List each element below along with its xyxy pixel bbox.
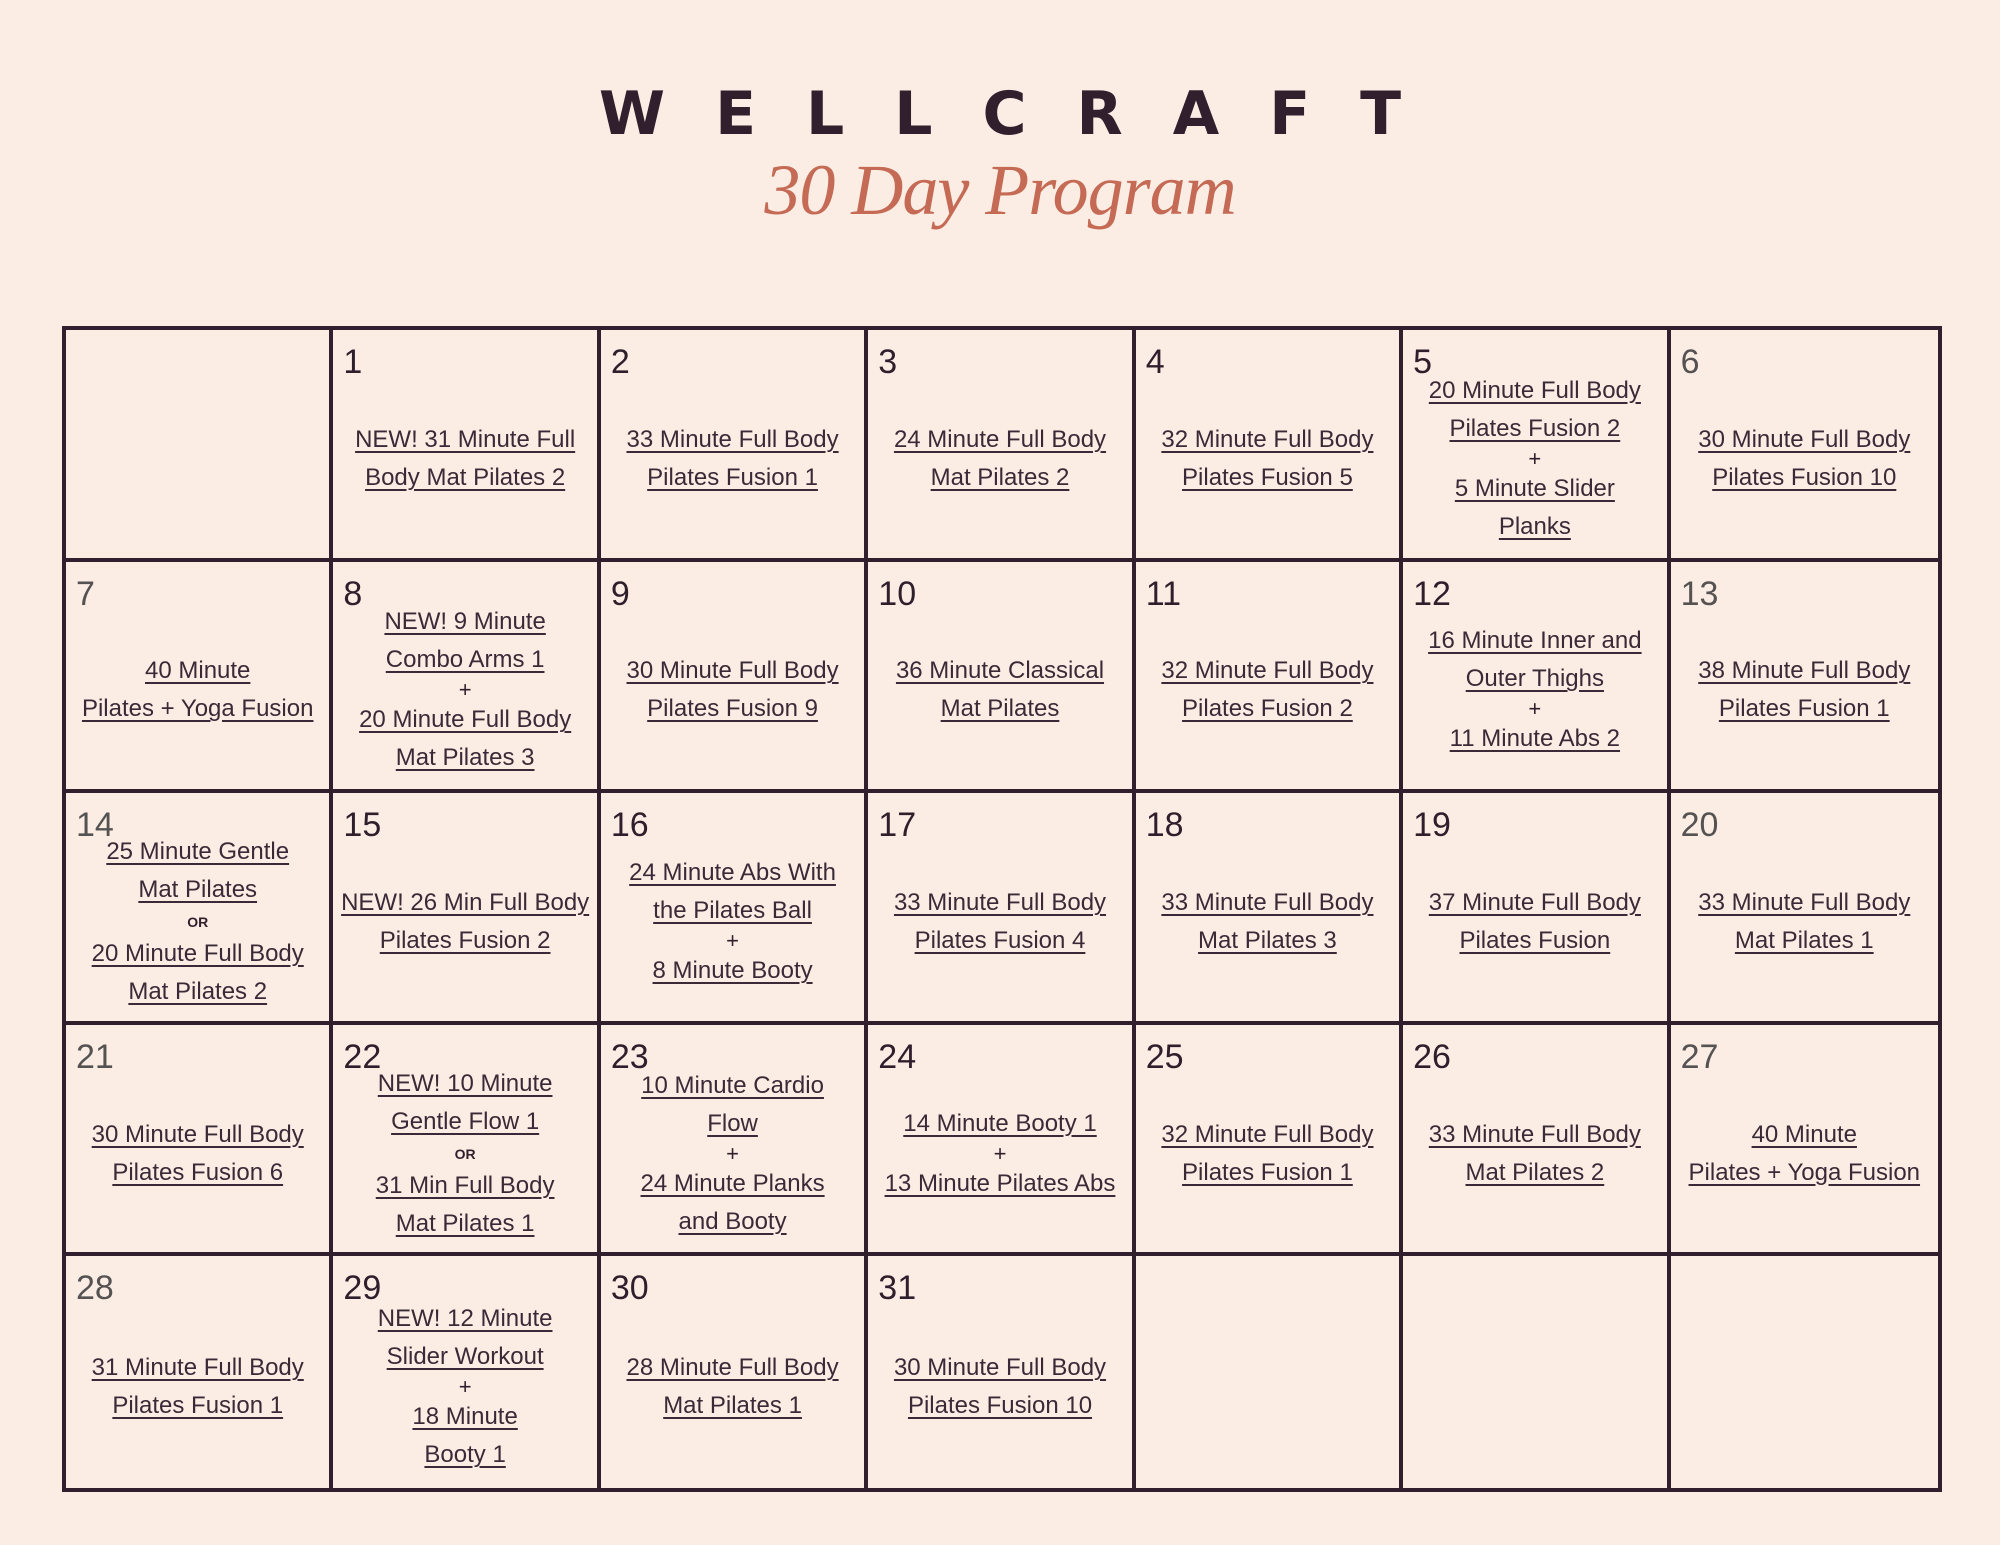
day-workouts <box>1403 1025 1666 1253</box>
workout-link-line: Mat Pilates 1 <box>395 1209 535 1237</box>
workout-link-line: 33 Minute Full Body <box>893 888 1107 916</box>
workout-link-line: 33 Minute Full Body <box>1698 888 1911 916</box>
workout-link[interactable] <box>627 652 839 728</box>
plus-separator: + <box>458 677 472 703</box>
workout-link[interactable] <box>378 1065 553 1141</box>
day-number: 4 <box>1145 343 1165 381</box>
day-number: 13 <box>1680 574 1719 613</box>
workout-link-line: Gentle Flow 1 <box>391 1107 540 1135</box>
workout-link-line: 30 Minute Full Body <box>91 1120 304 1148</box>
calendar-day-25 <box>1136 1025 1403 1257</box>
day-workouts <box>868 562 1131 790</box>
day-number: 6 <box>1680 343 1700 381</box>
calendar-day-20 <box>1671 793 1938 1025</box>
day-workouts <box>66 1025 329 1253</box>
workout-link[interactable] <box>1161 884 1373 960</box>
calendar-day-19 <box>1403 793 1670 1025</box>
day-number: 21 <box>76 1037 114 1076</box>
calendar-day-28 <box>66 1256 333 1488</box>
workout-link-line: Pilates Fusion <box>1459 926 1611 954</box>
workout-link[interactable] <box>92 935 304 1011</box>
workout-link[interactable] <box>896 652 1104 728</box>
or-separator: OR <box>187 914 209 930</box>
workout-link-line: 30 Minute Full Body <box>626 657 839 685</box>
workout-link-line: Mat Pilates <box>138 876 258 903</box>
workout-link-line: 18 Minute <box>412 1403 518 1431</box>
workout-link-line: Mat Pilates 1 <box>663 1392 802 1420</box>
workout-link-line: Pilates Fusion 10 <box>1712 463 1897 491</box>
calendar-grid <box>62 326 1942 1492</box>
workout-link[interactable] <box>641 1165 825 1241</box>
day-number: 26 <box>1413 1037 1451 1076</box>
day-workouts <box>868 330 1131 558</box>
workout-link[interactable] <box>1429 372 1641 448</box>
day-number: 5 <box>1413 343 1433 381</box>
workout-link-line: 16 Minute Inner and <box>1428 627 1642 655</box>
day-number: 17 <box>878 806 917 845</box>
plus-separator: + <box>726 927 739 953</box>
workout-link-line: 14 Minute Booty 1 <box>903 1109 1097 1137</box>
calendar-day-3 <box>868 330 1135 562</box>
calendar-day-7 <box>66 562 333 794</box>
workout-link-line: Pilates Fusion 6 <box>112 1158 284 1186</box>
workout-link-line: Mat Pilates 1 <box>1734 926 1874 954</box>
day-number: 28 <box>76 1269 114 1308</box>
workout-link-line: 5 Minute Slider <box>1454 474 1615 502</box>
day-number: 12 <box>1413 574 1451 613</box>
workout-link-line: Pilates Fusion 2 <box>379 926 551 954</box>
day-number: 10 <box>878 574 917 613</box>
workout-link[interactable] <box>106 833 289 909</box>
workout-link-line: Pilates Fusion 4 <box>914 926 1086 954</box>
day-workouts <box>601 562 864 790</box>
day-workouts <box>868 1025 1131 1253</box>
workout-link-line: 13 Minute Pilates Abs <box>884 1169 1116 1197</box>
day-workouts <box>333 793 596 1021</box>
calendar-day-9 <box>601 562 868 794</box>
day-number: 1 <box>343 343 363 381</box>
day-number: 25 <box>1145 1037 1184 1076</box>
day-number: 16 <box>610 806 649 845</box>
workout-link-line: Pilates Fusion 1 <box>1718 695 1890 723</box>
workout-link-line: Mat Pilates <box>940 695 1060 723</box>
workout-link-line: 33 Minute Full Body <box>1428 1120 1641 1148</box>
calendar-day-22 <box>333 1025 600 1257</box>
day-workouts <box>1403 793 1666 1021</box>
day-number: 31 <box>878 1269 917 1308</box>
workout-link-line: Mat Pilates 2 <box>1465 1158 1605 1186</box>
day-workouts <box>66 1256 329 1488</box>
day-number: 29 <box>343 1269 382 1308</box>
workout-link-line: 37 Minute Full Body <box>1428 888 1641 916</box>
workout-link-line: NEW! 26 Min Full Body <box>341 888 590 916</box>
calendar-day-23 <box>601 1025 868 1257</box>
day-number: 30 <box>610 1269 649 1308</box>
workout-link-line: 25 Minute Gentle <box>106 838 290 865</box>
day-workouts <box>1403 330 1666 558</box>
plus-separator: + <box>726 1140 739 1166</box>
workout-link[interactable] <box>627 421 839 497</box>
workout-link-line: 20 Minute Full Body <box>1428 376 1641 404</box>
day-number: 20 <box>1680 806 1719 845</box>
workout-link-line: 33 Minute Full Body <box>626 425 839 453</box>
calendar-empty-cell <box>1671 1256 1938 1488</box>
workout-link[interactable] <box>1428 622 1641 698</box>
day-number: 9 <box>610 574 630 613</box>
day-number: 27 <box>1680 1037 1719 1076</box>
calendar-day-18 <box>1136 793 1403 1025</box>
day-workouts <box>66 562 329 790</box>
workout-link[interactable] <box>1450 720 1620 758</box>
workout-link[interactable] <box>1161 421 1373 497</box>
workout-link-line: the Pilates Ball <box>653 896 812 924</box>
day-workouts <box>1136 562 1399 790</box>
workout-link-line: 32 Minute Full Body <box>1161 425 1374 453</box>
workout-link[interactable] <box>1689 1116 1921 1192</box>
workout-link[interactable] <box>359 701 571 777</box>
calendar-day-21 <box>66 1025 333 1257</box>
calendar-day-27 <box>1671 1025 1938 1257</box>
day-number: 18 <box>1145 806 1184 845</box>
workout-link-line: NEW! 9 Minute <box>384 608 546 636</box>
day-number: 19 <box>1413 806 1451 845</box>
day-workouts <box>868 793 1131 1021</box>
calendar-day-30 <box>601 1256 868 1488</box>
workout-link[interactable] <box>341 884 589 960</box>
workout-link[interactable] <box>1161 652 1373 728</box>
calendar-day-4 <box>1136 330 1403 562</box>
plus-separator: + <box>1528 445 1542 471</box>
workout-link[interactable] <box>376 1167 555 1243</box>
workout-link-line: 31 Minute Full Body <box>91 1354 304 1382</box>
calendar-day-17 <box>868 793 1135 1025</box>
workout-link-line: 11 Minute Abs 2 <box>1449 725 1621 753</box>
calendar-day-16 <box>601 793 868 1025</box>
workout-link-line: Pilates Fusion 2 <box>1449 414 1621 442</box>
workout-link-line: 36 Minute Classical <box>895 657 1105 685</box>
workout-link-line: Pilates Fusion 5 <box>1182 463 1353 491</box>
workout-link-line: Body Mat Pilates 2 <box>365 463 566 491</box>
workout-link-line: 31 Min Full Body <box>375 1171 555 1199</box>
workout-link-line: Pilates Fusion 10 <box>907 1392 1093 1420</box>
calendar-empty-cell <box>1403 1256 1670 1488</box>
workout-link-line: 20 Minute Full Body <box>359 706 572 734</box>
day-number: 24 <box>878 1037 917 1076</box>
workout-link-line: 8 Minute Booty <box>652 956 813 984</box>
workout-link[interactable] <box>1429 884 1641 960</box>
workout-link-line: NEW! 10 Minute <box>377 1069 553 1097</box>
workout-link-line: and Booty <box>678 1207 787 1235</box>
day-workouts <box>1136 1025 1399 1253</box>
or-separator: OR <box>454 1145 476 1162</box>
day-workouts <box>868 1256 1131 1488</box>
workout-link-line: 33 Minute Full Body <box>1161 888 1374 916</box>
calendar-day-8 <box>333 562 600 794</box>
workout-link[interactable] <box>894 884 1106 960</box>
workout-link[interactable] <box>627 1349 839 1425</box>
day-workouts <box>333 1025 596 1253</box>
workout-link-line: Mat Pilates 3 <box>395 744 535 772</box>
workout-link-line: 38 Minute Full Body <box>1698 657 1911 685</box>
workout-link-line: Pilates Fusion 2 <box>1182 695 1353 723</box>
workout-link[interactable] <box>903 1105 1096 1143</box>
workout-link-line: Pilates + Yoga Fusion <box>81 695 314 723</box>
workout-link-line: 24 Minute Planks <box>640 1169 825 1197</box>
day-number: 11 <box>1145 574 1181 613</box>
workout-link-line: NEW! 31 Minute Full <box>355 425 576 453</box>
day-workouts <box>333 1256 596 1488</box>
day-workouts <box>1671 1025 1938 1253</box>
workout-link-line: 28 Minute Full Body <box>626 1354 839 1382</box>
day-workouts <box>1136 793 1399 1021</box>
workout-link[interactable] <box>82 652 314 728</box>
workout-link-line: NEW! 12 Minute <box>377 1305 553 1333</box>
workout-link[interactable] <box>629 854 836 930</box>
workout-link[interactable] <box>641 1067 824 1143</box>
calendar-day-14 <box>66 793 333 1025</box>
workout-link-line: Pilates Fusion 1 <box>647 463 818 491</box>
day-workouts <box>1671 793 1938 1021</box>
calendar-day-11 <box>1136 562 1403 794</box>
calendar-day-10 <box>868 562 1135 794</box>
day-workouts <box>333 562 596 790</box>
day-number: 22 <box>343 1037 382 1076</box>
calendar-day-6 <box>1671 330 1938 562</box>
workout-link-line: 24 Minute Full Body <box>893 425 1107 453</box>
workout-link[interactable] <box>378 1300 553 1376</box>
calendar-day-29 <box>333 1256 600 1488</box>
day-number: 7 <box>76 574 95 613</box>
workout-link-line: 32 Minute Full Body <box>1161 657 1374 685</box>
plus-separator: + <box>458 1374 472 1400</box>
plus-separator: + <box>993 1140 1007 1166</box>
calendar-day-15 <box>333 793 600 1025</box>
workout-link-line: Combo Arms 1 <box>385 646 545 674</box>
day-workouts <box>601 330 864 558</box>
workout-link-line: 32 Minute Full Body <box>1161 1120 1374 1148</box>
workout-link-line: Pilates Fusion 9 <box>647 695 818 723</box>
workout-link-line: Booty 1 <box>424 1441 506 1469</box>
day-workouts <box>1403 562 1666 790</box>
workout-link-line: Slider Workout <box>386 1343 544 1371</box>
workout-link[interactable] <box>894 421 1106 497</box>
calendar-day-5 <box>1403 330 1670 562</box>
workout-link[interactable] <box>885 1165 1116 1203</box>
workout-link-line: Outer Thighs <box>1465 665 1604 693</box>
workout-link[interactable] <box>1161 1116 1373 1192</box>
workout-link-line: 20 Minute Full Body <box>91 940 304 967</box>
workout-link-line: Planks <box>1498 512 1571 540</box>
day-number: 23 <box>610 1037 649 1076</box>
calendar-day-2 <box>601 330 868 562</box>
workout-link-line: 30 Minute Full Body <box>1698 425 1911 453</box>
workout-link[interactable] <box>92 1116 304 1192</box>
workout-link[interactable] <box>1698 884 1910 960</box>
workout-link-line: Mat Pilates 2 <box>128 978 268 1005</box>
workout-link-line: 24 Minute Abs With <box>629 858 836 886</box>
workout-link-line: 40 Minute <box>145 657 251 685</box>
workout-link[interactable] <box>653 952 813 990</box>
workout-link[interactable] <box>894 1349 1106 1425</box>
day-number: 3 <box>878 343 898 381</box>
day-workouts <box>1671 330 1938 558</box>
workout-link[interactable] <box>412 1398 517 1474</box>
workout-link-line: Mat Pilates 3 <box>1198 926 1337 954</box>
workout-link-line: 10 Minute Cardio <box>641 1071 824 1099</box>
workout-link-line: Flow <box>707 1109 758 1137</box>
program-title: 30 Day Program <box>764 150 1236 230</box>
day-workouts <box>601 1025 864 1253</box>
day-workouts <box>333 330 596 558</box>
calendar-day-1 <box>333 330 600 562</box>
day-number: 2 <box>610 343 630 381</box>
day-workouts <box>1671 562 1938 790</box>
day-workouts <box>601 793 864 1021</box>
workout-link-line: 40 Minute <box>1751 1120 1857 1148</box>
day-workouts <box>66 793 329 1021</box>
day-number: 8 <box>343 574 363 613</box>
workout-link[interactable] <box>1698 652 1910 728</box>
calendar-empty-cell <box>1136 1256 1403 1488</box>
workout-link[interactable] <box>384 603 545 679</box>
workout-link[interactable] <box>92 1349 304 1425</box>
day-number: 15 <box>343 806 382 845</box>
calendar-empty-cell <box>66 330 333 562</box>
calendar-day-24 <box>868 1025 1135 1257</box>
workout-link[interactable] <box>1455 470 1615 546</box>
workout-link[interactable] <box>1698 421 1910 497</box>
calendar-day-26 <box>1403 1025 1670 1257</box>
workout-link[interactable] <box>1429 1116 1641 1192</box>
day-workouts <box>601 1256 864 1488</box>
day-number: 14 <box>76 806 114 845</box>
calendar-day-31 <box>868 1256 1135 1488</box>
workout-link-line: 30 Minute Full Body <box>893 1354 1107 1382</box>
workout-link-line: Pilates Fusion 1 <box>112 1392 284 1420</box>
workout-link-line: Pilates + Yoga Fusion <box>1688 1158 1921 1186</box>
workout-link-line: Pilates Fusion 1 <box>1182 1158 1353 1186</box>
brand-logo: WELLCRAFT <box>598 79 1452 149</box>
workout-link-line: Mat Pilates 2 <box>930 463 1070 491</box>
workout-link[interactable] <box>355 421 575 497</box>
day-workouts <box>1136 330 1399 558</box>
calendar-day-13 <box>1671 562 1938 794</box>
plus-separator: + <box>1528 696 1542 722</box>
calendar-day-12 <box>1403 562 1670 794</box>
